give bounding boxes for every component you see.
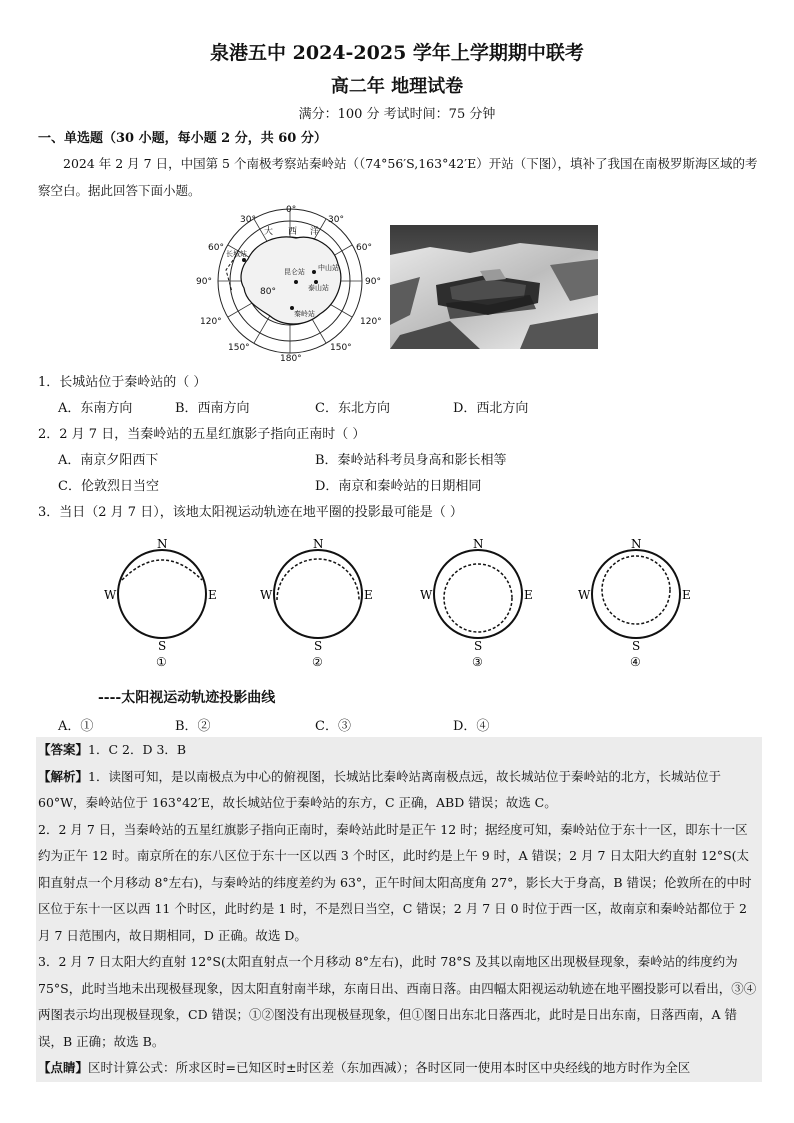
tip-text: 区时计算公式：所求区时=已知区时±时区差（东加西减）；各时区同一使用本时区中央经线的地方时作为全区 (88, 1060, 691, 1075)
dial-1-n: N (157, 537, 168, 551)
analysis-p1-text: 1．读图可知，是以南极点为中心的俯视图，长城站比秦岭站离南极点远，故长城站位于秦岭站的北方，长城站位于 60°W，秦岭站位于 163°42′E，故长城站位于秦岭站的东方，C 正确，ABD 错误；故选 C。 (38, 768, 721, 810)
question-3: 3．当日（2 月 7 日），该地太阳视运动轨迹在地平圈的投影最可能是（ ） (38, 505, 463, 520)
map-ocean-label-3: 洋 (310, 227, 320, 237)
dial-4 (578, 537, 691, 669)
dial-3-s: S (474, 639, 483, 653)
dial-1-w: W (104, 588, 117, 602)
q2-option-a[interactable]: A．南京夕阳西下 (58, 453, 159, 468)
answer-line (38, 737, 760, 764)
dial-4-e: E (682, 588, 691, 602)
dial-4-s: S (632, 639, 641, 653)
section-heading: 一、单选题（30 小题，每小题 2 分，共 60 分） (38, 131, 327, 146)
q3-option-b[interactable]: B．② (175, 719, 211, 734)
question-2: 2．2 月 7 日，当秦岭站的五星红旗影子指向正南时（ ） (38, 427, 366, 442)
map-lon-60w: 60° (208, 243, 224, 253)
map-lon-120e: 120° (360, 317, 382, 327)
sun-path-dials (100, 534, 700, 674)
answer-analysis-block (36, 737, 762, 1082)
map-lon-30e: 30° (328, 215, 344, 225)
tip-label: 【点睛】 (38, 1060, 89, 1075)
dial-2-w: W (260, 588, 273, 602)
map-lon-30w: 30° (240, 215, 256, 225)
map-ocean-label-1: 大 (264, 227, 274, 237)
dial-3 (420, 537, 533, 669)
dial-1-s: S (158, 639, 167, 653)
dial-1-number: ① (156, 655, 167, 669)
map-lon-180: 180° (280, 354, 302, 362)
answer-text: 1．C 2．D 3．B (88, 742, 187, 757)
dial-3-e: E (524, 588, 533, 602)
map-ocean-label-2: 西 (288, 227, 298, 237)
map-lon-150e: 150° (330, 343, 352, 353)
map-station-qinling: 秦岭站 (294, 310, 315, 318)
dial-1 (104, 537, 217, 669)
question-intro: 2024 年 2 月 7 日，中国第 5 个南极考察站秦岭站（（74°56′S,163°42′E）开站（下图），填补了我国在南极罗斯海区域的考察空白。据此回答下面小题。 (38, 156, 758, 198)
answer-label: 【答案】 (38, 742, 89, 757)
dial-2-number: ② (312, 655, 323, 669)
dial-legend: ----太阳视运动轨迹投影曲线 (98, 690, 276, 706)
dial-3-n: N (473, 537, 484, 551)
antarctic-map (196, 204, 386, 362)
map-station-zhongshan: 中山站 (318, 264, 339, 272)
analysis-p2: 2．2 月 7 日，当秦岭站的五星红旗影子指向正南时，秦岭站此时是正午 12 时；据经度可知，秦岭站位于东十一区，即东十一区约为正午 12 时。南京所在的东八区位于东十一区以西 3 个时区，此时约是上午 9 时，A 错误；2 月 7 日太阳大约直射 12°S(太阳直射点一个月移动 8°左右)，与秦岭站的纬度差约为 63°，正午时间太阳高度角 27°，影长大于身高，B 错误；伦敦所在的中时区位于东十一区以西 11 个时区，此时约是 1 时，不是烈日当空，C 错误；2 月 7 日 0 时位于西一区，故南京和秦岭站都位于 2 月 7 日范围内，故日期相同，D 正确。故选 D。 (38, 821, 752, 943)
q1-option-a[interactable]: A．东南方向 (58, 401, 133, 416)
dial-4-n: N (631, 537, 642, 551)
dial-4-number: ④ (630, 655, 641, 669)
q1-option-d[interactable]: D．西北方向 (453, 401, 529, 416)
dial-4-w: W (578, 588, 591, 602)
analysis-p1 (38, 764, 760, 817)
dial-2-s: S (314, 639, 323, 653)
q3-option-a[interactable]: A．① (58, 719, 94, 734)
dial-3-number: ③ (472, 655, 483, 669)
map-lon-60e: 60° (356, 243, 372, 253)
analysis-p3: 3．2 月 7 日太阳大约直射 12°S(太阳直射点一个月移动 8°左右)，此时 78°S 及其以南地区出现极昼现象，秦岭站的纬度约为 75°S，此时当地未出现极昼现象，因太阳直射南半球，东南日出、西南日落。由四幅太阳视运动轨迹在地平圈投影可以看出，③④两图表示均出现极昼现象，CD 错误；①②图没有出现极昼现象，但①图日出东北日落西北，此时是日出东南，日落西南，A 错误，B 正确；故选 B。 (38, 954, 757, 1049)
q2-option-d[interactable]: D．南京和秦岭站的日期相同 (315, 479, 482, 494)
q2-option-b[interactable]: B．秦岭站科考员身高和影长相等 (315, 453, 507, 468)
station-photo (390, 225, 598, 349)
exam-meta: 满分：100 分 考试时间：75 分钟 (298, 107, 496, 122)
dial-2-e: E (364, 588, 373, 602)
dial-2 (260, 537, 373, 669)
map-lon-120w: 120° (200, 317, 222, 327)
q1-option-b[interactable]: B．西南方向 (175, 401, 250, 416)
question-1: 1．长城站位于秦岭站的（ ） (38, 375, 207, 390)
analysis-label: 【解析】 (38, 768, 89, 784)
exam-title: 泉港五中 2024-2025 学年上学期期中联考 (210, 42, 584, 64)
map-lon-0: 0° (286, 205, 297, 215)
map-station-changcheng: 长城站 (226, 250, 247, 258)
tip-line (38, 1055, 760, 1082)
map-station-taishan: 泰山站 (308, 284, 329, 292)
q3-option-d[interactable]: D．④ (453, 719, 490, 734)
map-station-kunlun: 昆仑站 (284, 268, 305, 276)
map-lat-80: 80° (260, 287, 276, 297)
q3-option-c[interactable]: C．③ (315, 719, 351, 734)
q1-option-c[interactable]: C．东北方向 (315, 401, 390, 416)
q2-option-c[interactable]: C．伦敦烈日当空 (58, 479, 159, 494)
map-lon-150w: 150° (228, 343, 250, 353)
exam-subtitle: 高二年 地理试卷 (330, 76, 464, 97)
dial-2-n: N (313, 537, 324, 551)
map-lon-90e: 90° (365, 277, 381, 287)
dial-3-w: W (420, 588, 433, 602)
map-lon-90w: 90° (196, 277, 212, 287)
dial-1-e: E (208, 588, 217, 602)
